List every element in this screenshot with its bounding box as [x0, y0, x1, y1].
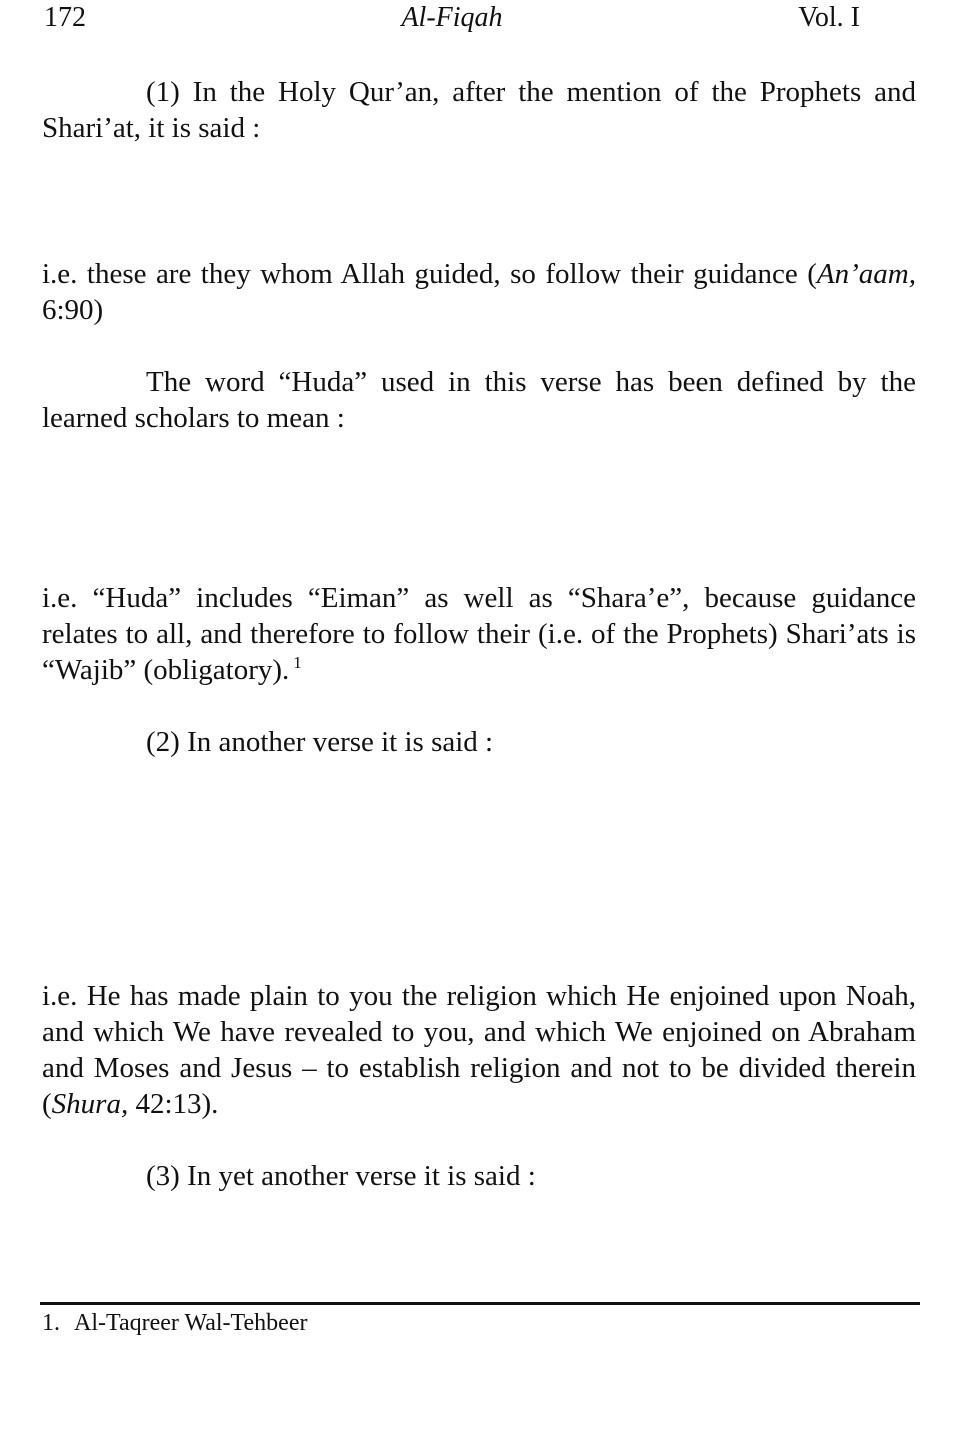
paragraph-1-text: In the Holy Qur’an, after the mention of the Prophets and Shari’at, it is said :	[42, 76, 916, 144]
page-header	[44, 2, 860, 42]
paragraph-2-reference-verse: 6:90)	[42, 294, 104, 326]
volume-label: Vol. I	[798, 2, 860, 33]
footnote-1	[42, 1308, 307, 1338]
paragraph-7	[42, 1158, 916, 1194]
paragraph-6-reference-surah: Shura,	[51, 1088, 129, 1120]
paragraph-4	[42, 580, 916, 688]
paragraph-6	[42, 978, 916, 1122]
paragraph-2-text: i.e. these are they whom Allah guided, so follow their guidance (	[42, 258, 817, 290]
paragraph-2-reference-surah: An’aam,	[816, 258, 916, 290]
footnote-divider	[40, 1302, 920, 1305]
footnote-reference[interactable]: 1	[293, 653, 302, 673]
paragraph-6-reference-verse: 42:13).	[128, 1088, 219, 1120]
paragraph-2	[42, 256, 916, 328]
paragraph-1	[42, 74, 916, 146]
paragraph-3	[42, 364, 916, 436]
paragraph-4-text: i.e. “Huda” includes “Eiman” as well as “Shara’e”, because guidance relates to all, and therefore to follow their (i.e. of the Prophets) Shari’ats is “Wajib” (obligatory).	[42, 582, 916, 686]
page-number: 172	[44, 2, 86, 33]
paragraph-7-number: (3)	[146, 1160, 180, 1192]
footnote-1-text: Al-Taqreer Wal-Tehbeer	[74, 1310, 308, 1336]
book-title: Al-Fiqah	[401, 2, 503, 33]
paragraph-7-text: In yet another verse it is said :	[187, 1160, 536, 1192]
paragraph-6-text: i.e. He has made plain to you the religion which He enjoined upon Noah, and which We have revealed to you, and which We enjoined on Abraham and Moses and Jesus – to establish religion and not to be divided therein (	[42, 980, 916, 1120]
paragraph-3-text: The word “Huda” used in this verse has been defined by the learned scholars to mean :	[42, 366, 916, 434]
paragraph-5-number: (2)	[146, 726, 180, 758]
paragraph-1-number: (1)	[146, 76, 180, 108]
footnote-1-number: 1.	[42, 1310, 60, 1336]
paragraph-5-text: In another verse it is said :	[187, 726, 494, 758]
paragraph-5	[42, 724, 916, 760]
